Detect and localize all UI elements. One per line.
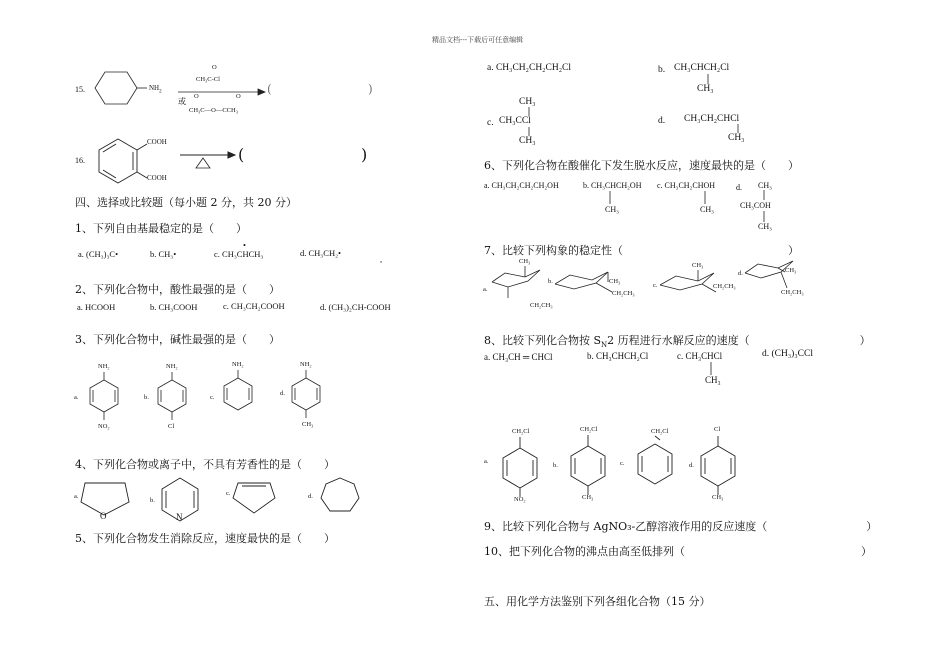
q5-option-d-main: CH₃CH₂CHCl: [684, 114, 740, 124]
q8-option-c: c. CH₃CHCl: [677, 351, 723, 361]
q5-option-c-top: CH₃: [519, 97, 536, 107]
benz-d-cl: Cl: [714, 426, 721, 433]
q7-b-ch3: CH₃: [609, 278, 621, 285]
question-4-5: 5、下列化合物发生消除反应，速度最快的是（ ）: [75, 532, 335, 545]
benzyl-chloride-rings: [503, 435, 735, 497]
benz-label-d: d.: [689, 462, 694, 469]
q4-3-label-b: b.: [144, 394, 149, 401]
q15-answer-open: (: [267, 82, 272, 96]
q8-option-a: a. CH₃CH ═ CHCl: [484, 352, 553, 362]
q6-option-c: c. CH₃CH₂CHOH: [657, 181, 716, 190]
q7-b-ch2ch3: CH₂CH₃: [612, 290, 635, 297]
q8-option-b: b. CH₃CHCH₂Cl: [587, 351, 649, 361]
q4-1-option-a: a. (CH₃)₃C•: [78, 249, 119, 259]
q15-reagent-anhydride: CH₃C—O—CCH₃: [189, 107, 238, 114]
question-4-1: 1、下列自由基最稳定的是（ ）: [75, 222, 247, 235]
q4-1-comma: ,: [380, 254, 383, 264]
benz-a-ch2cl: CH₂Cl: [512, 428, 530, 435]
q7-d-ch3: CH₃: [785, 267, 797, 274]
q16-arrow: [180, 152, 235, 158]
question-4-7: 7、比较下列构象的稳定性（ ）: [484, 244, 799, 257]
q4-2-option-b: b. CH₃COOH: [150, 302, 198, 312]
q16-number: 16.: [75, 156, 85, 165]
q8-option-d: d. (CH₃)₃CCl: [762, 349, 813, 359]
q15-answer-close: ): [368, 82, 373, 96]
benz-label-c: c.: [620, 460, 625, 467]
q15-arrow: [178, 89, 265, 95]
q15-nh2: $NH_2$: [149, 84, 162, 95]
q5-option-b-main: CH₃CHCH₂Cl: [674, 63, 730, 73]
question-4-8: 8、比较下列化合物按 $S_N2$ 历程进行水解反应的速度（ ）: [484, 334, 871, 350]
q4-3-d-nh2: NH₂: [300, 361, 312, 368]
q5-option-d-label: d.: [658, 116, 666, 126]
question-4-9: 9、比较下列化合物与 AgNO₃-乙醇溶液作用的反应速度（ ）: [484, 520, 878, 533]
q5-option-b-branch: CH₃: [697, 84, 714, 94]
q4-3-b-nh2: NH₂: [166, 363, 178, 370]
q4-2-option-a: a. HCOOH: [77, 302, 116, 312]
benz-label-a: a.: [484, 458, 489, 465]
q15-benzene-ring: [95, 72, 147, 104]
q6-option-d-main: CH₃COH: [740, 201, 771, 210]
q4-4-label-d: d.: [308, 493, 313, 500]
q5-option-c-main: CH₃CCl: [499, 116, 531, 126]
q4-1-option-b: b. CH₃•: [150, 249, 177, 259]
page-header: 精品文档---下载后可任意编辑: [432, 36, 524, 44]
q15-number: 15.: [75, 85, 85, 94]
q4-1-option-c: c. CH₃CHCH₃: [214, 249, 264, 259]
q4-3-d-ch3: CH₃: [302, 421, 314, 428]
section-4-heading: 四、选择或比较题（每小题 2 分，共 20 分）: [75, 196, 297, 209]
q4-4-label-c: c.: [226, 490, 231, 497]
q7-label-d: d.: [738, 270, 743, 277]
q16-benzene-ring: [99, 139, 147, 183]
q5-option-c-bottom: CH₃: [519, 136, 536, 146]
q15-or: 或: [178, 97, 186, 106]
benz-b-ch3: CH₃: [582, 494, 594, 501]
question-4-10: 10、把下列化合物的沸点由高至低排列（ ）: [484, 545, 872, 558]
q7-c-ch2ch3: CH₂CH₃: [713, 283, 736, 290]
q5-option-c-label: c.: [487, 118, 494, 128]
q4-3-label-a: a.: [74, 394, 79, 401]
q4-rings: [81, 478, 359, 521]
q4-3-label-c: c.: [210, 394, 215, 401]
q3-rings: [90, 370, 320, 420]
q7-label-c: c.: [653, 282, 658, 289]
question-4-2: 2、下列化合物中，酸性最强的是（ ）: [75, 283, 280, 296]
q6-option-b: b. CH₃CHCH₂OH: [583, 181, 642, 190]
question-4-4: 4、下列化合物或离子中，不具有芳香性的是（ ）: [75, 458, 335, 471]
q15-reagent-acetyl-chloride: CH₃C-Cl: [196, 76, 220, 83]
benz-b-ch2cl: CH₂Cl: [580, 426, 598, 433]
question-4-6: 6、下列化合物在酸催化下发生脱水反应，速度最快的是（ ）: [484, 159, 799, 172]
q4-4-label-a: a.: [74, 493, 79, 500]
q4-4-nitrogen: N: [176, 512, 183, 522]
q4-1-option-c-dot: •: [243, 240, 246, 250]
benz-d-ch3: CH₃: [712, 494, 724, 501]
benz-c-ch2cl: CH₂Cl: [651, 428, 669, 435]
benz-label-b: b.: [553, 462, 558, 469]
q7-c-ch3: CH₃: [692, 262, 704, 269]
section-5-heading: 五、用化学方法鉴别下列各组化合物（15 分）: [484, 595, 711, 608]
q6-option-a: a. CH₃CH₂CH₂CH₂OH: [484, 181, 559, 190]
q5-option-a: a. CH₃CH₂CH₂CH₂Cl: [487, 63, 571, 73]
q16-heat-triangle: [196, 158, 210, 168]
q15-reagent-o2: O: [194, 93, 199, 100]
q15-reagent-o3: O: [236, 93, 241, 100]
q7-a-ch2ch3: CH₂CH₃: [530, 302, 553, 309]
q8-option-c-branch: CH₃: [705, 375, 721, 385]
q4-3-b-cl: Cl: [168, 423, 175, 430]
q15-reagent-o1: O: [212, 64, 217, 71]
q4-4-label-b: b.: [150, 497, 155, 504]
q7-d-ch2ch3: CH₂CH₃: [781, 289, 804, 296]
q4-4-oxygen: O: [100, 511, 107, 521]
q4-3-label-d: d.: [280, 390, 285, 397]
q4-2-option-d: d. (CH₃)₂CH-COOH: [320, 302, 391, 312]
q6-option-d-label: d.: [736, 183, 742, 192]
q6-option-d-bottom: CH₃: [758, 222, 772, 231]
q4-3-a-no2: NO₂: [98, 423, 110, 430]
q4-3-c-nh2: NH₂: [232, 361, 244, 368]
q4-3-a-nh2: NH₂: [98, 363, 110, 370]
q5-option-d-branch: CH₃: [728, 133, 745, 143]
q5-option-b-label: b.: [658, 65, 666, 75]
q16-cooh-bottom: COOH: [147, 174, 167, 182]
q7-label-a: a.: [483, 286, 488, 293]
q16-cooh-top: COOH: [147, 138, 167, 146]
q7-label-b: b.: [548, 278, 553, 285]
benz-a-no2: NO₂: [514, 496, 526, 503]
q6-option-d-top: CH₃: [758, 181, 772, 190]
q4-2-option-c: c. CH₃CH₂COOH: [223, 301, 285, 311]
q6-option-b-branch: CH₃: [605, 205, 619, 214]
question-4-3: 3、下列化合物中，碱性最强的是（ ）: [75, 333, 280, 346]
q4-1-option-d: d. CH₃CH₂•: [300, 248, 342, 258]
q7-a-ch3: CH₃: [519, 258, 531, 265]
q7-chairs: [492, 261, 793, 298]
q6-option-c-branch: CH₃: [700, 205, 714, 214]
q16-answer-open: (: [238, 145, 245, 164]
q16-answer-close: ): [361, 145, 368, 164]
